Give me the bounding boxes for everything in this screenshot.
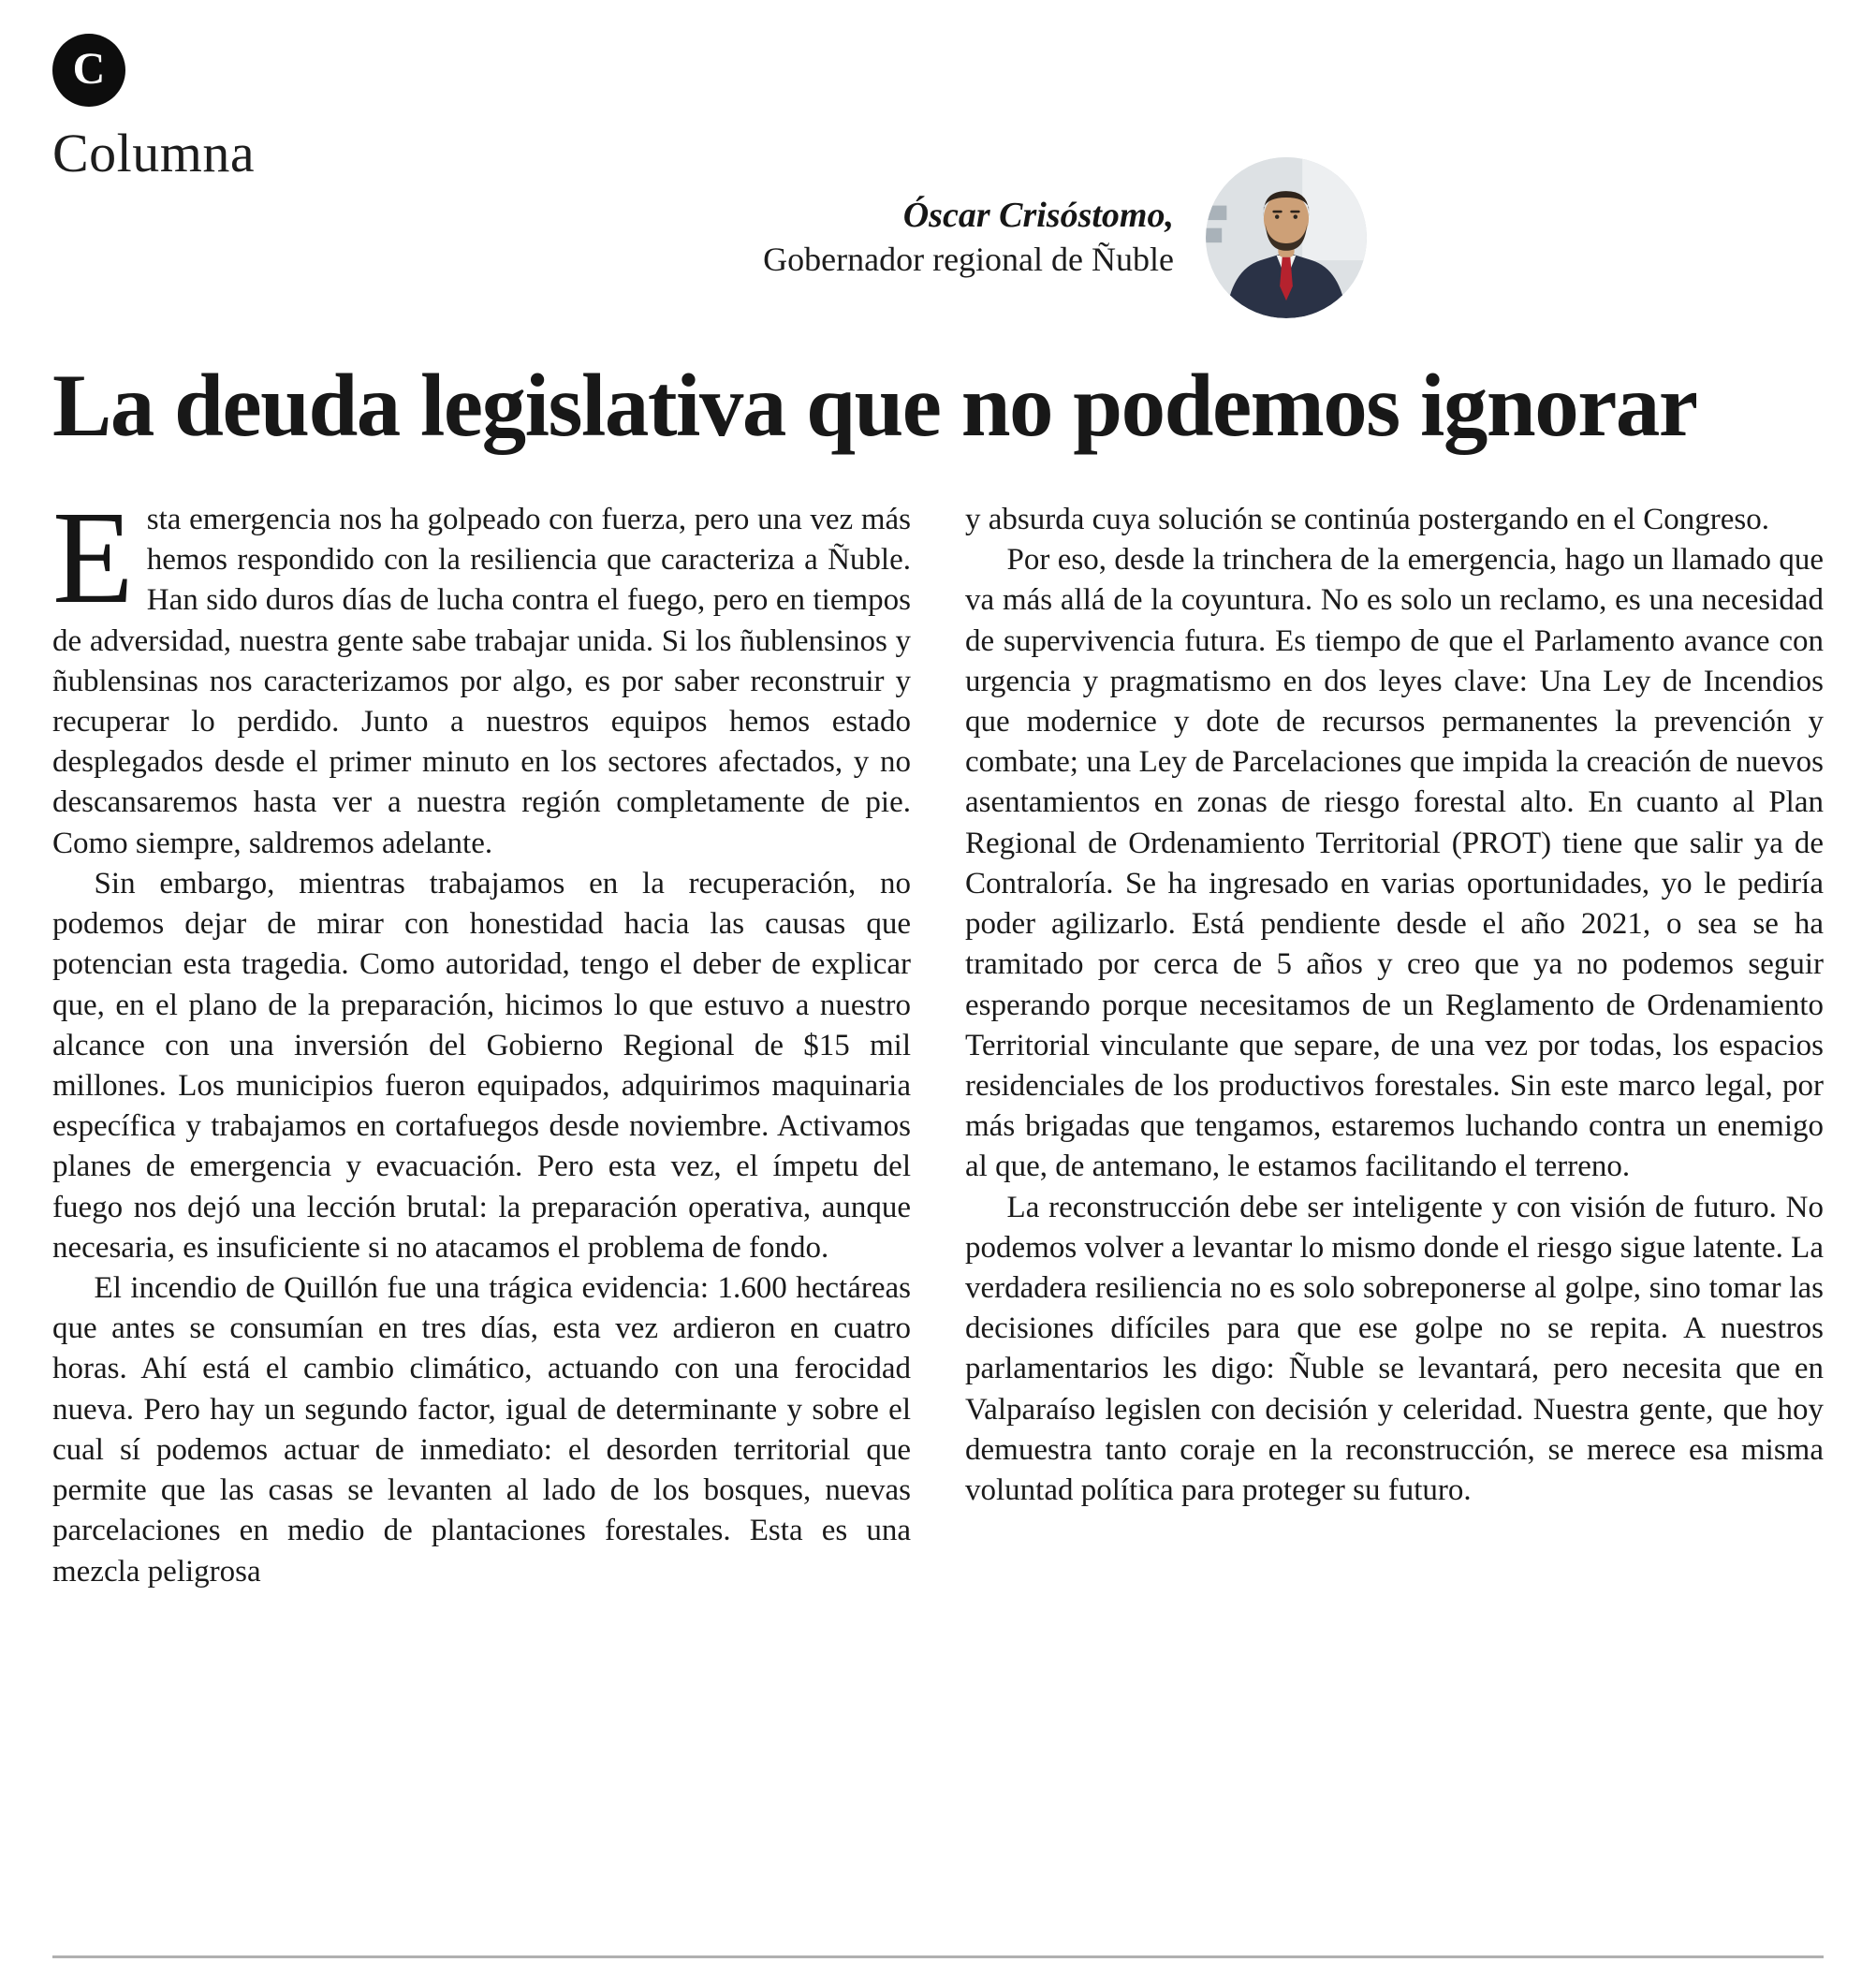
paragraph: Por eso, desde la trinchera de la emergencia, hago un llamado que va más allá de la coyuntura. No es solo un reclamo, es una necesidad de supervivencia futura. Es tiempo de que el Parlamento avance con urgencia y pragmatismo en dos leyes clave: Una Ley de Incendios que modernice y dote de recursos permanentes la prevención y combate; una Ley de Parcelaciones que impida la creación de nuevos asentamientos en zonas de riesgo forestal alto. En cuanto al Plan Regional de Ordenamiento Territorial (PROT) tiene que salir ya de Contraloría. Se ha ingresado en varias oportunidades, yo le pediría poder agilizarlo. Está pendiente desde el año 2021, o sea se ha tramitado por cerca de 5 años y creo que ya no podemos seguir esperando porque necesitamos de un Reglamento de Ordenamiento Territorial vinculante que separe, de una vez por todas, los espacios residenciales de los productivos forestales. Sin este marco legal, por más brigadas que tengamos, estaremos luchando contra un enemigo al que, de antemano, le estamos facilitando el terreno. (965, 543, 1824, 1184)
section-logo-letter: C (72, 43, 106, 94)
paragraph: La reconstrucción debe ser inteligente y con visión de futuro. No podemos volver a levantar lo mismo donde el riesgo sigue latente. La verdadera resiliencia no es solo sobreponerse al golpe, sino tomar las decisiones difíciles para que ese golpe no se repita. A nuestros parlamentarios les digo: Ñuble se levantará, pero necesita que en Valparaíso legislen con decisión y celeridad. Nuestra gente, que hoy demuestra tanto coraje en la reconstrucción, se merece esa misma voluntad política para proteger su futuro. (965, 1190, 1824, 1508)
headline: La deuda legislativa que no podemos ignorar (52, 356, 1697, 455)
paragraph (52, 482, 911, 864)
paragraph: El incendio de Quillón fue una trágica evidencia: 1.600 hectáreas que antes se consumían en tres días, esta vez ardieron en cuatro horas. Ahí está el cambio climático, actuando con una ferocidad nueva. Pero hay un segundo factor, igual de determinante y sobre el cual sí podemos actuar de inmediato: el desorden territorial que permite que las casas se levanten al lado de los bosques, nuevas parcelaciones en medio de plantaciones forestales. Esta es una mezcla peligrosa (52, 1271, 911, 1589)
author-name: Óscar Crisóstomo, (902, 195, 1174, 235)
person-portrait-icon (1206, 157, 1367, 318)
article-column-2 (965, 500, 1824, 1592)
author-photo (1206, 157, 1367, 318)
paragraph: Sin embargo, mientras trabajamos en la recuperación, no podemos dejar de mirar con honestidad hacia las causas que potencian esta tragedia. Como autoridad, tengo el deber de explicar que, en el plano de la preparación, hicimos lo que estuvo a nuestro alcance con una inversión del Gobierno Regional de $15 mil millones. Los municipios fueron equipados, adquirimos maquinaria específica y trabajamos en cortafuegos desde noviembre. Activamos planes de emergencia y evacuación. Pero esta vez, el ímpetu del fuego nos dejó una lección brutal: la preparación operativa, aunque necesaria, es insuficiente si no atacamos el problema de fondo. (52, 866, 911, 1265)
paragraph-text: sta emergencia nos ha golpeado con fuerza, pero una vez más hemos respondido con la resiliencia que caracteriza a Ñuble. Han sido duros días de lucha contra el fuego, pero en tiempos de adversidad, nuestra gente sabe trabajar unida. Si los ñublensinos y ñublensinas nos caracterizamos por algo, es por saber reconstruir y recuperar lo perdido. Junto a nuestros equipos hemos estado desplegados desde el primer minuto en los sectores afectados, y no descansaremos hasta ver a nuestra región completamente de pie. Como siempre, saldremos adelante. (52, 502, 911, 860)
author-role: Gobernador regional de Ñuble (763, 241, 1174, 279)
section-logo (52, 34, 125, 107)
section-title: Columna (52, 123, 256, 183)
byline-row (763, 157, 1367, 318)
drop-cap: E (52, 482, 134, 631)
byline (763, 194, 1174, 282)
article-column-1 (52, 482, 911, 1592)
article-body (52, 482, 1824, 1592)
paragraph: y absurda cuya solución se continúa postergando en el Congreso. (965, 502, 1770, 536)
bottom-divider (52, 1955, 1824, 1958)
